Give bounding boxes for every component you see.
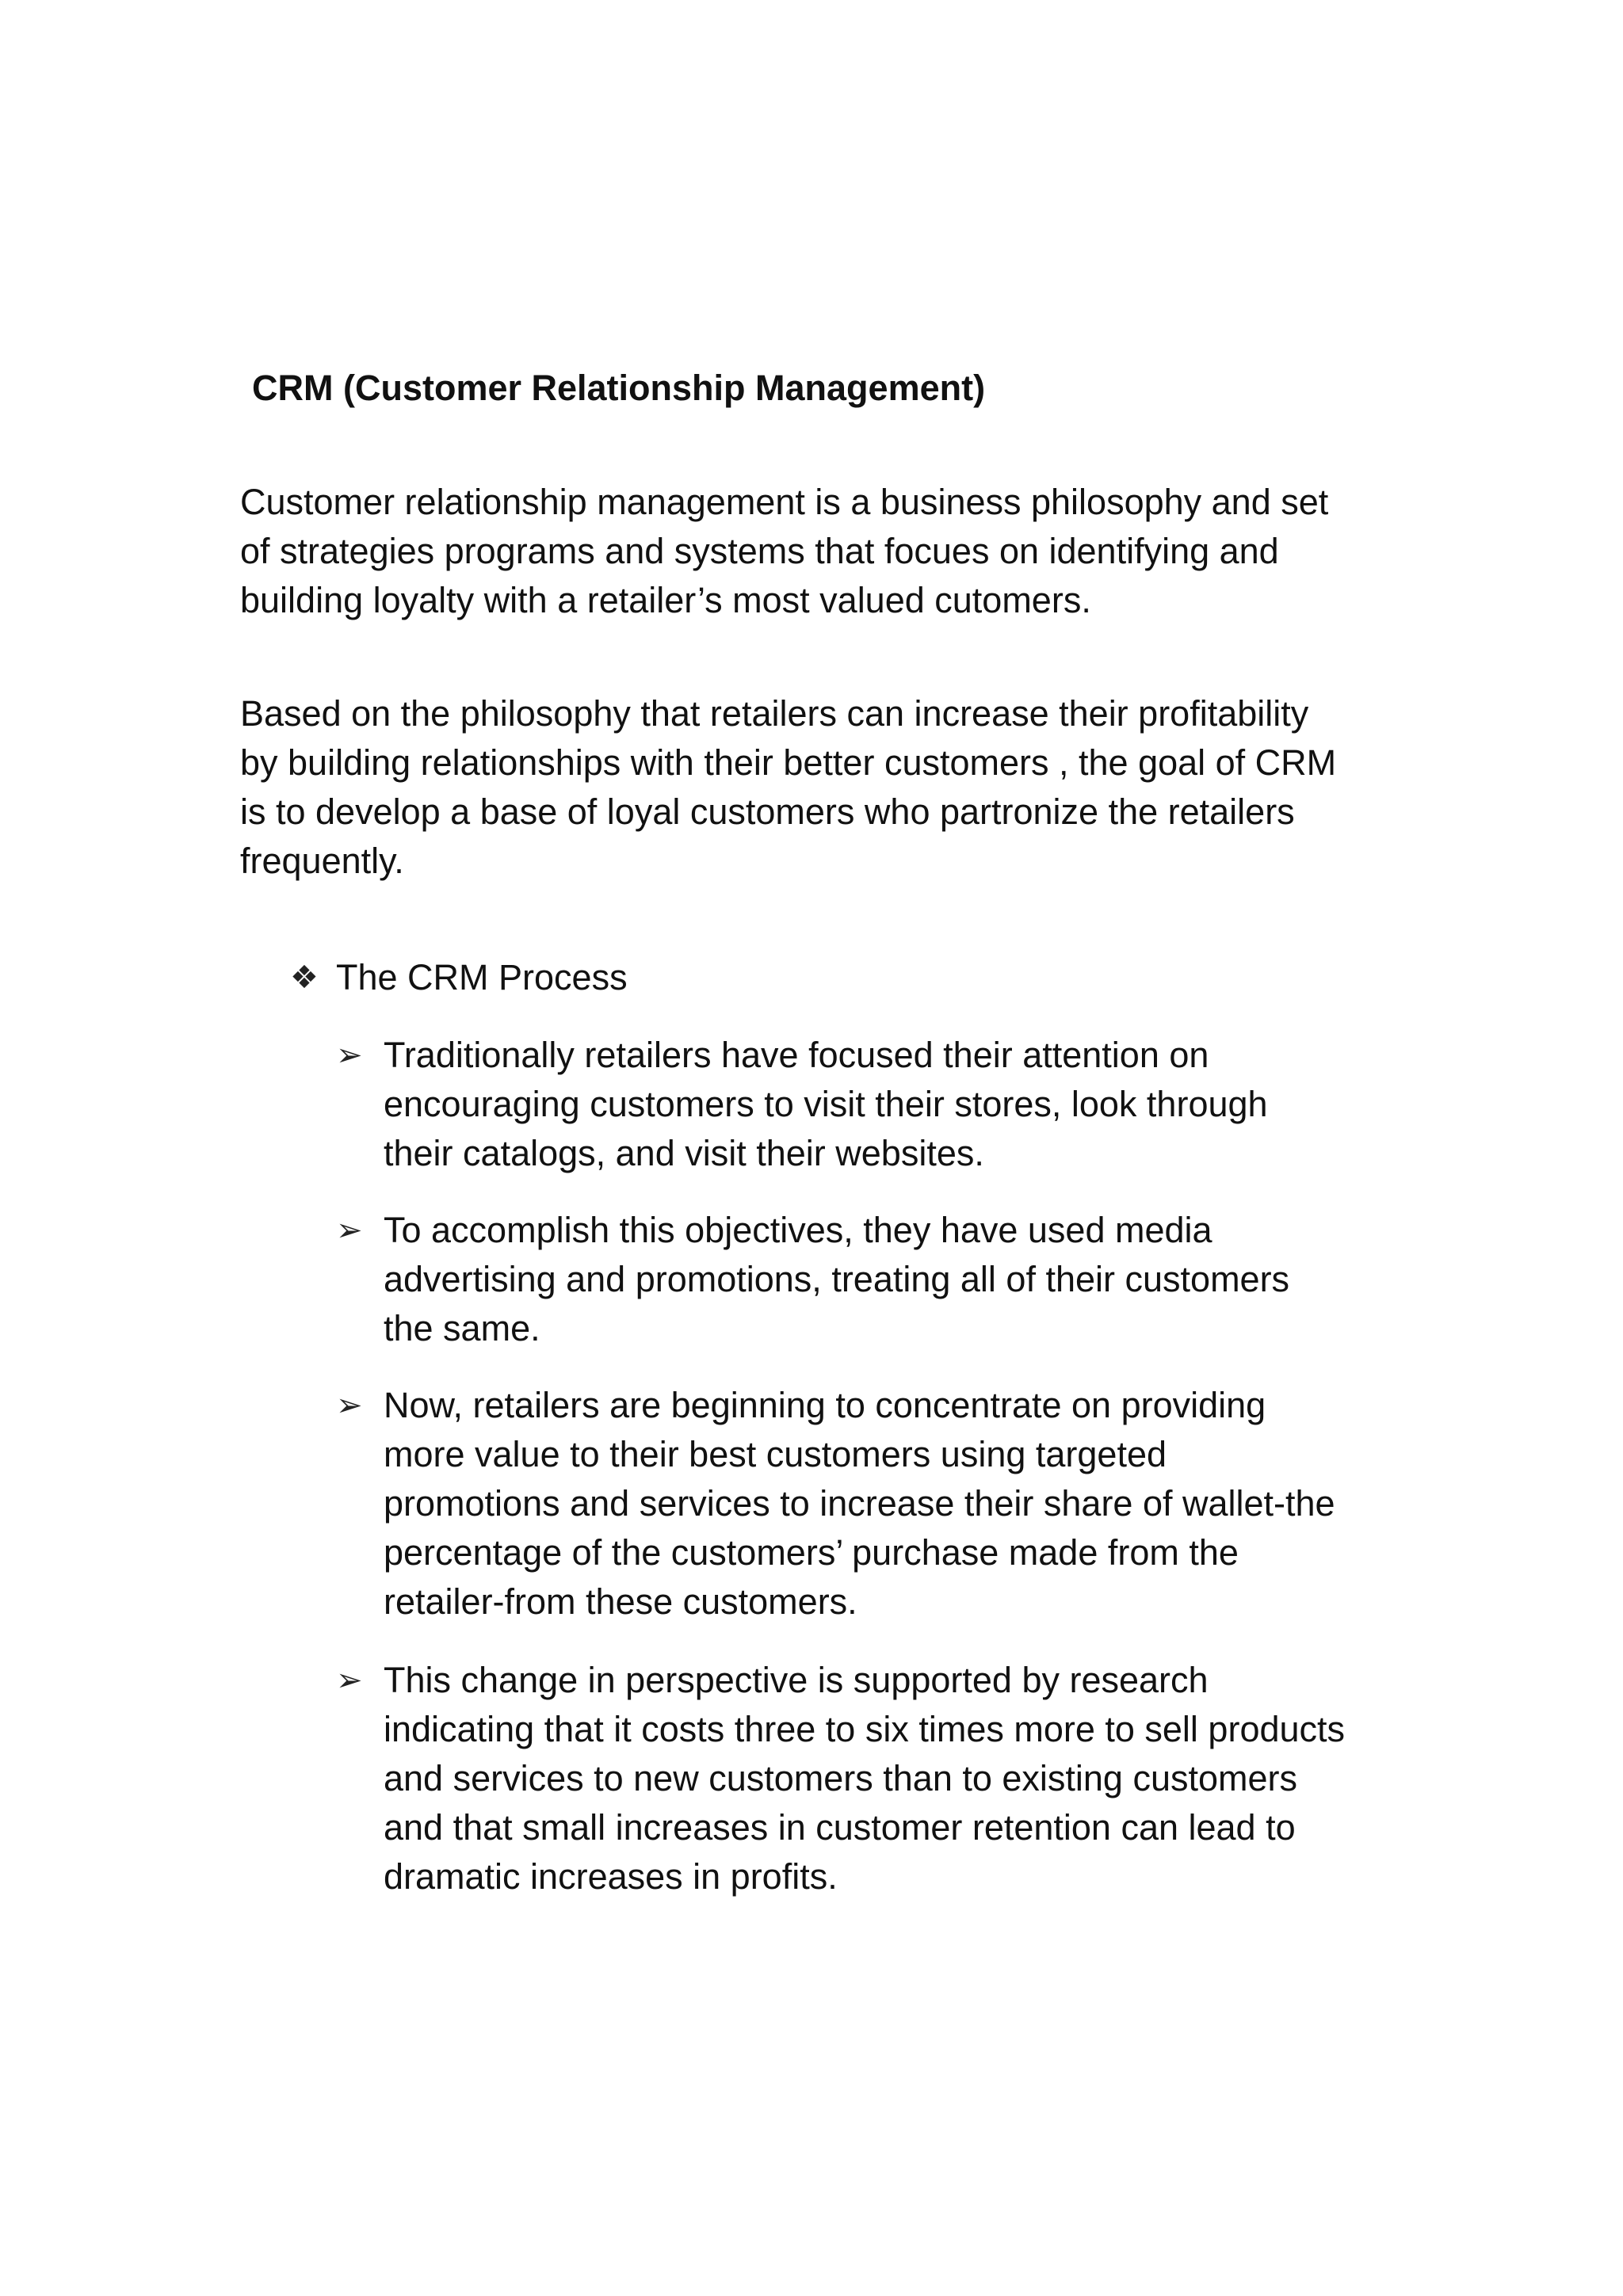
list-item-line: and services to new customers than to existing customers <box>384 1758 1298 1798</box>
list-item-line: dramatic increases in profits. <box>384 1856 838 1897</box>
paragraph-line: by building relationships with their better customers , the goal of CRM <box>240 742 1337 783</box>
paragraph-line: frequently. <box>240 841 404 881</box>
list-item-line: To accomplish this objectives, they have used media <box>384 1210 1212 1250</box>
paragraph-line: Based on the philosophy that retailers can increase their profitability <box>240 693 1309 734</box>
list-item-line: their catalogs, and visit their websites. <box>384 1133 984 1173</box>
list-item-line: percentage of the customers’ purchase made from the <box>384 1532 1239 1573</box>
list-item-line: the same. <box>384 1308 540 1348</box>
list-item-line: Traditionally retailers have focused their attention on <box>384 1035 1209 1075</box>
list-item-line: advertising and promotions, treating all of their customers <box>384 1259 1290 1299</box>
arrow-bullet-icon: ➢ <box>336 1212 363 1249</box>
paragraph-line: building loyalty with a retailer’s most valued cutomers. <box>240 580 1091 620</box>
list-item-line: This change in perspective is supported by research <box>384 1660 1209 1700</box>
list-item-line: retailer-from these customers. <box>384 1581 857 1622</box>
arrow-bullet-icon: ➢ <box>336 1387 363 1424</box>
paragraph-line: of strategies programs and systems that focues on identifying and <box>240 531 1279 571</box>
arrow-bullet-icon: ➢ <box>336 1662 363 1699</box>
list-item-line: encouraging customers to visit their stores, look through <box>384 1084 1268 1124</box>
diamond-bullet-icon: ❖ <box>290 959 319 996</box>
paragraph-line: is to develop a base of loyal customers who partronize the retailers <box>240 791 1295 832</box>
arrow-bullet-icon: ➢ <box>336 1037 363 1074</box>
document-title: CRM (Customer Relationship Management) <box>252 368 986 408</box>
list-item-line: indicating that it costs three to six times more to sell products <box>384 1709 1346 1749</box>
list-item-line: promotions and services to increase their share of wallet-the <box>384 1483 1335 1524</box>
list-item-line: and that small increases in customer retention can lead to <box>384 1807 1296 1848</box>
list-item-line: Now, retailers are beginning to concentrate on providing <box>384 1385 1266 1425</box>
paragraph-line: Customer relationship management is a business philosophy and set <box>240 482 1329 522</box>
section-heading: The CRM Process <box>336 957 628 997</box>
list-item-line: more value to their best customers using targeted <box>384 1434 1167 1474</box>
